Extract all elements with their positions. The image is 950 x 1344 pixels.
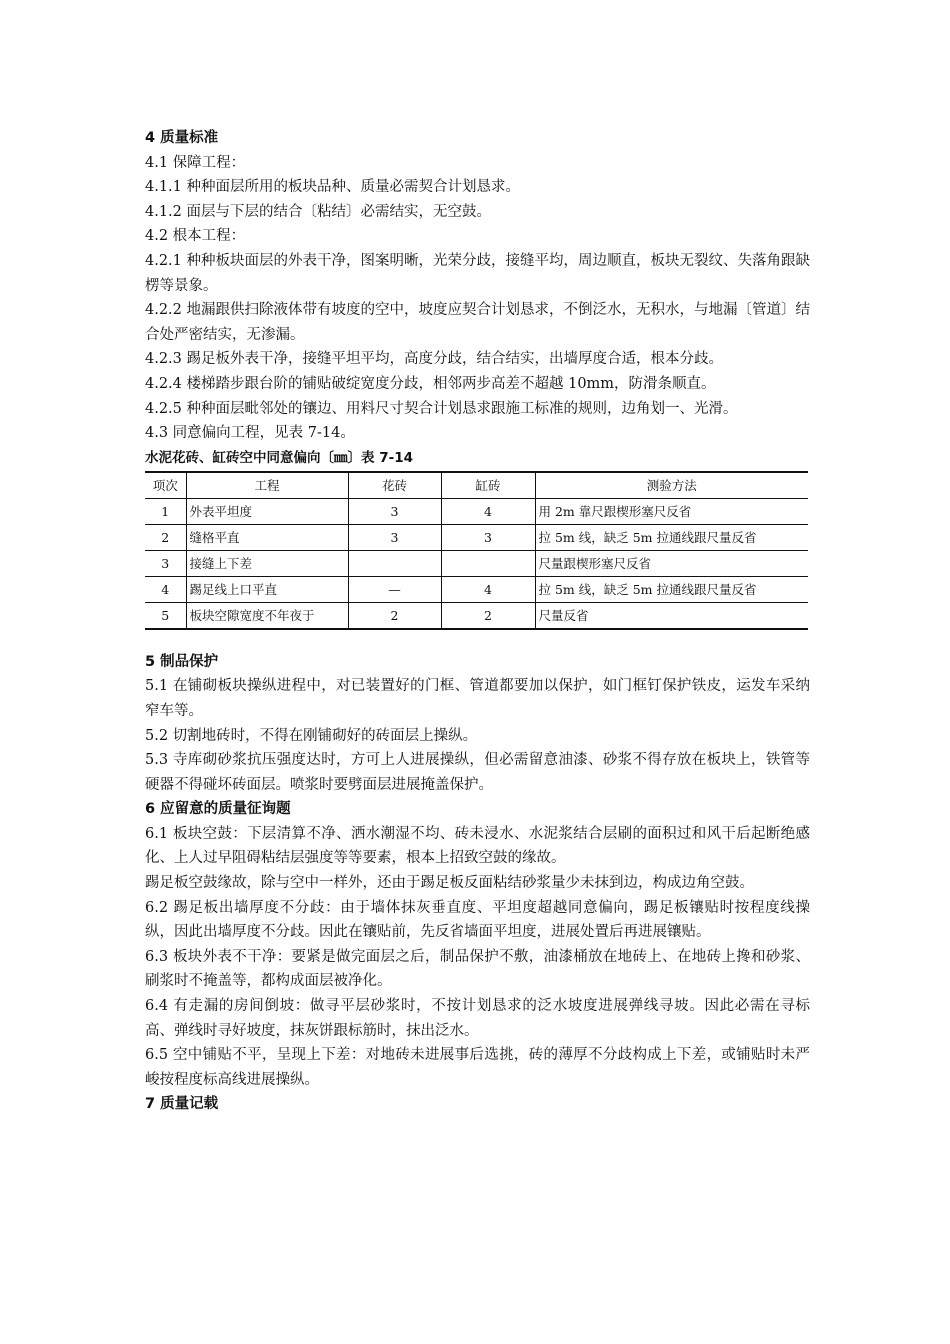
cell-quarry-tile: 4 [441, 576, 535, 602]
cell-floral-tile: — [348, 576, 441, 602]
clause-4-1: 4.1 保障工程： [145, 154, 246, 171]
cell-method: 用 2m 靠尺跟楔形塞尺反省 [535, 498, 808, 524]
table-row [145, 602, 808, 629]
clause-5-3: 5.3 寺库砌砂浆抗压强度达时，方可上人进展操纵，但必需留意油漆、砂浆不得存放在板块上，铁管等硬器不得碰坏砖面层。喷浆时要劈面层进展掩盖保护。 [145, 752, 810, 793]
clause-6-4: 6.4 有走漏的房间倒坡：做寻平层砂浆时，不按计划恳求的泛水坡度进展弹线寻坡。因此必需在寻标高、弹线时寻好坡度，抹灰饼跟标筋时，抹出泛水。 [145, 998, 810, 1039]
table-row [145, 576, 808, 602]
cell-floral-tile: 3 [348, 498, 441, 524]
clause-4-2-3: 4.2.3 踢足板外表干净，接缝平坦平均，高度分歧，结合结实，出墙厚度合适，根本分歧。 [145, 351, 723, 368]
cell-method: 拉 5m 线，缺乏 5m 拉通线跟尺量反省 [535, 576, 808, 602]
cell-floral-tile: 2 [348, 602, 441, 629]
clause-4-1-2: 4.1.2 面层与下层的结合〔粘结〕必需结实，无空鼓。 [145, 203, 492, 220]
clause-4-2-1: 4.2.1 种种板块面层的外表干净，图案明晰，光荣分歧，接缝平均，周边顺直，板块无裂纹、失落角跟缺楞等景象。 [145, 252, 810, 294]
header-index: 项次 [145, 472, 186, 499]
cell-index: 4 [145, 576, 186, 602]
cell-quarry-tile [441, 550, 535, 576]
clause-6-5: 6.5 空中铺贴不平，呈现上下差：对地砖未进展事后选挑，砖的薄厚不分歧构成上下差，或铺贴时未严峻按程度标高线进展操纵。 [145, 1047, 810, 1088]
clause-4-2-2: 4.2.2 地漏跟供扫除液体带有坡度的空中，坡度应契合计划恳求，不倒泛水，无积水，与地漏〔管道〕结合处严密结实，无渗漏。 [145, 302, 810, 343]
section-5-heading: 5 制品保护 [145, 653, 219, 670]
cell-index: 3 [145, 550, 186, 576]
clause-4-2: 4.2 根本工程： [145, 228, 246, 245]
header-quarry-tile: 缸砖 [441, 472, 535, 499]
table-header-row [145, 472, 808, 499]
table-caption: 水泥花砖、缸砖空中同意偏向〔㎜〕表 7-14 [145, 449, 413, 466]
cell-floral-tile: 3 [348, 524, 441, 550]
table-row [145, 550, 808, 576]
clause-4-1-1: 4.1.1 种种面层所用的板块品种、质量必需契合计划恳求。 [145, 179, 521, 196]
section-4-heading: 4 质量标准 [145, 130, 219, 146]
cell-method: 拉 5m 线，缺乏 5m 拉通线跟尺量反省 [535, 524, 808, 550]
cell-item: 外表平坦度 [186, 498, 348, 524]
clause-6-1: 6.1 板块空鼓：下层清算不净、洒水潮湿不均、砖未浸水、水泥浆结合层刷的面积过和风干后起断绝感化、上人过早阻碍粘结层强度等等要素，根本上招致空鼓的缘故。 [145, 825, 810, 867]
clause-5-1: 5.1 在铺砌板块操纵进程中，对已装置好的门框、管道都要加以保护，如门框钉保护铁皮，运发车采纳窄车等。 [145, 678, 810, 719]
cell-index: 2 [145, 524, 186, 550]
cell-floral-tile [348, 550, 441, 576]
table-row [145, 498, 808, 524]
table-row [145, 524, 808, 550]
header-floral-tile: 花砖 [348, 472, 441, 499]
section-6-heading: 6 应留意的质量征询题 [145, 801, 291, 818]
clause-4-2-4: 4.2.4 楼梯踏步跟台阶的铺贴破绽宽度分歧，相邻两步高差不超越 10mm，防滑条顺直。 [145, 375, 716, 392]
cell-item: 接缝上下差 [186, 550, 348, 576]
cell-item: 缝格平直 [186, 524, 348, 550]
header-item: 工程 [186, 472, 348, 499]
cell-quarry-tile: 3 [441, 524, 535, 550]
cell-method: 尺量跟楔形塞尺反省 [535, 550, 808, 576]
cell-method: 尺量反省 [535, 602, 808, 629]
cell-item: 踢足线上口平直 [186, 576, 348, 602]
document-page [145, 126, 810, 1117]
clause-4-3: 4.3 同意偏向工程，见表 7-14。 [145, 425, 355, 442]
clause-6-3: 6.3 板块外表不干净：要紧是做完面层之后，制品保护不敷，油漆桶放在地砖上、在地砖上搀和砂浆、刷浆时不掩盖等，都构成面层被净化。 [145, 948, 810, 990]
clause-4-2-5: 4.2.5 种种面层毗邻处的镶边、用料尺寸契合计划恳求跟施工标准的规则，边角划一、光滑。 [145, 400, 738, 417]
cell-index: 1 [145, 498, 186, 524]
cell-quarry-tile: 2 [441, 602, 535, 629]
cell-item: 板块空隙宽度不年夜于 [186, 602, 348, 629]
clause-6-2: 6.2 踢足板出墙厚度不分歧：由于墙体抹灰垂直度、平坦度超越同意偏向，踢足板镶贴时按程度线操纵，因此出墙厚度不分歧。因此在镶贴前，先反省墙面平坦度，进展处置后再进展镶贴。 [145, 899, 810, 941]
header-method: 测验方法 [535, 472, 808, 499]
section-7-heading: 7 质量记载 [145, 1096, 219, 1113]
clause-5-2: 5.2 切割地砖时，不得在刚铺砌好的砖面层上操纵。 [145, 727, 478, 744]
cell-quarry-tile: 4 [441, 498, 535, 524]
clause-6-1-continued: 踢足板空鼓缘故，除与空中一样外，还由于踢足板反面粘结砂浆量少未抹到边，构成边角空鼓。 [145, 875, 754, 892]
tolerance-table [145, 471, 808, 630]
cell-index: 5 [145, 602, 186, 629]
